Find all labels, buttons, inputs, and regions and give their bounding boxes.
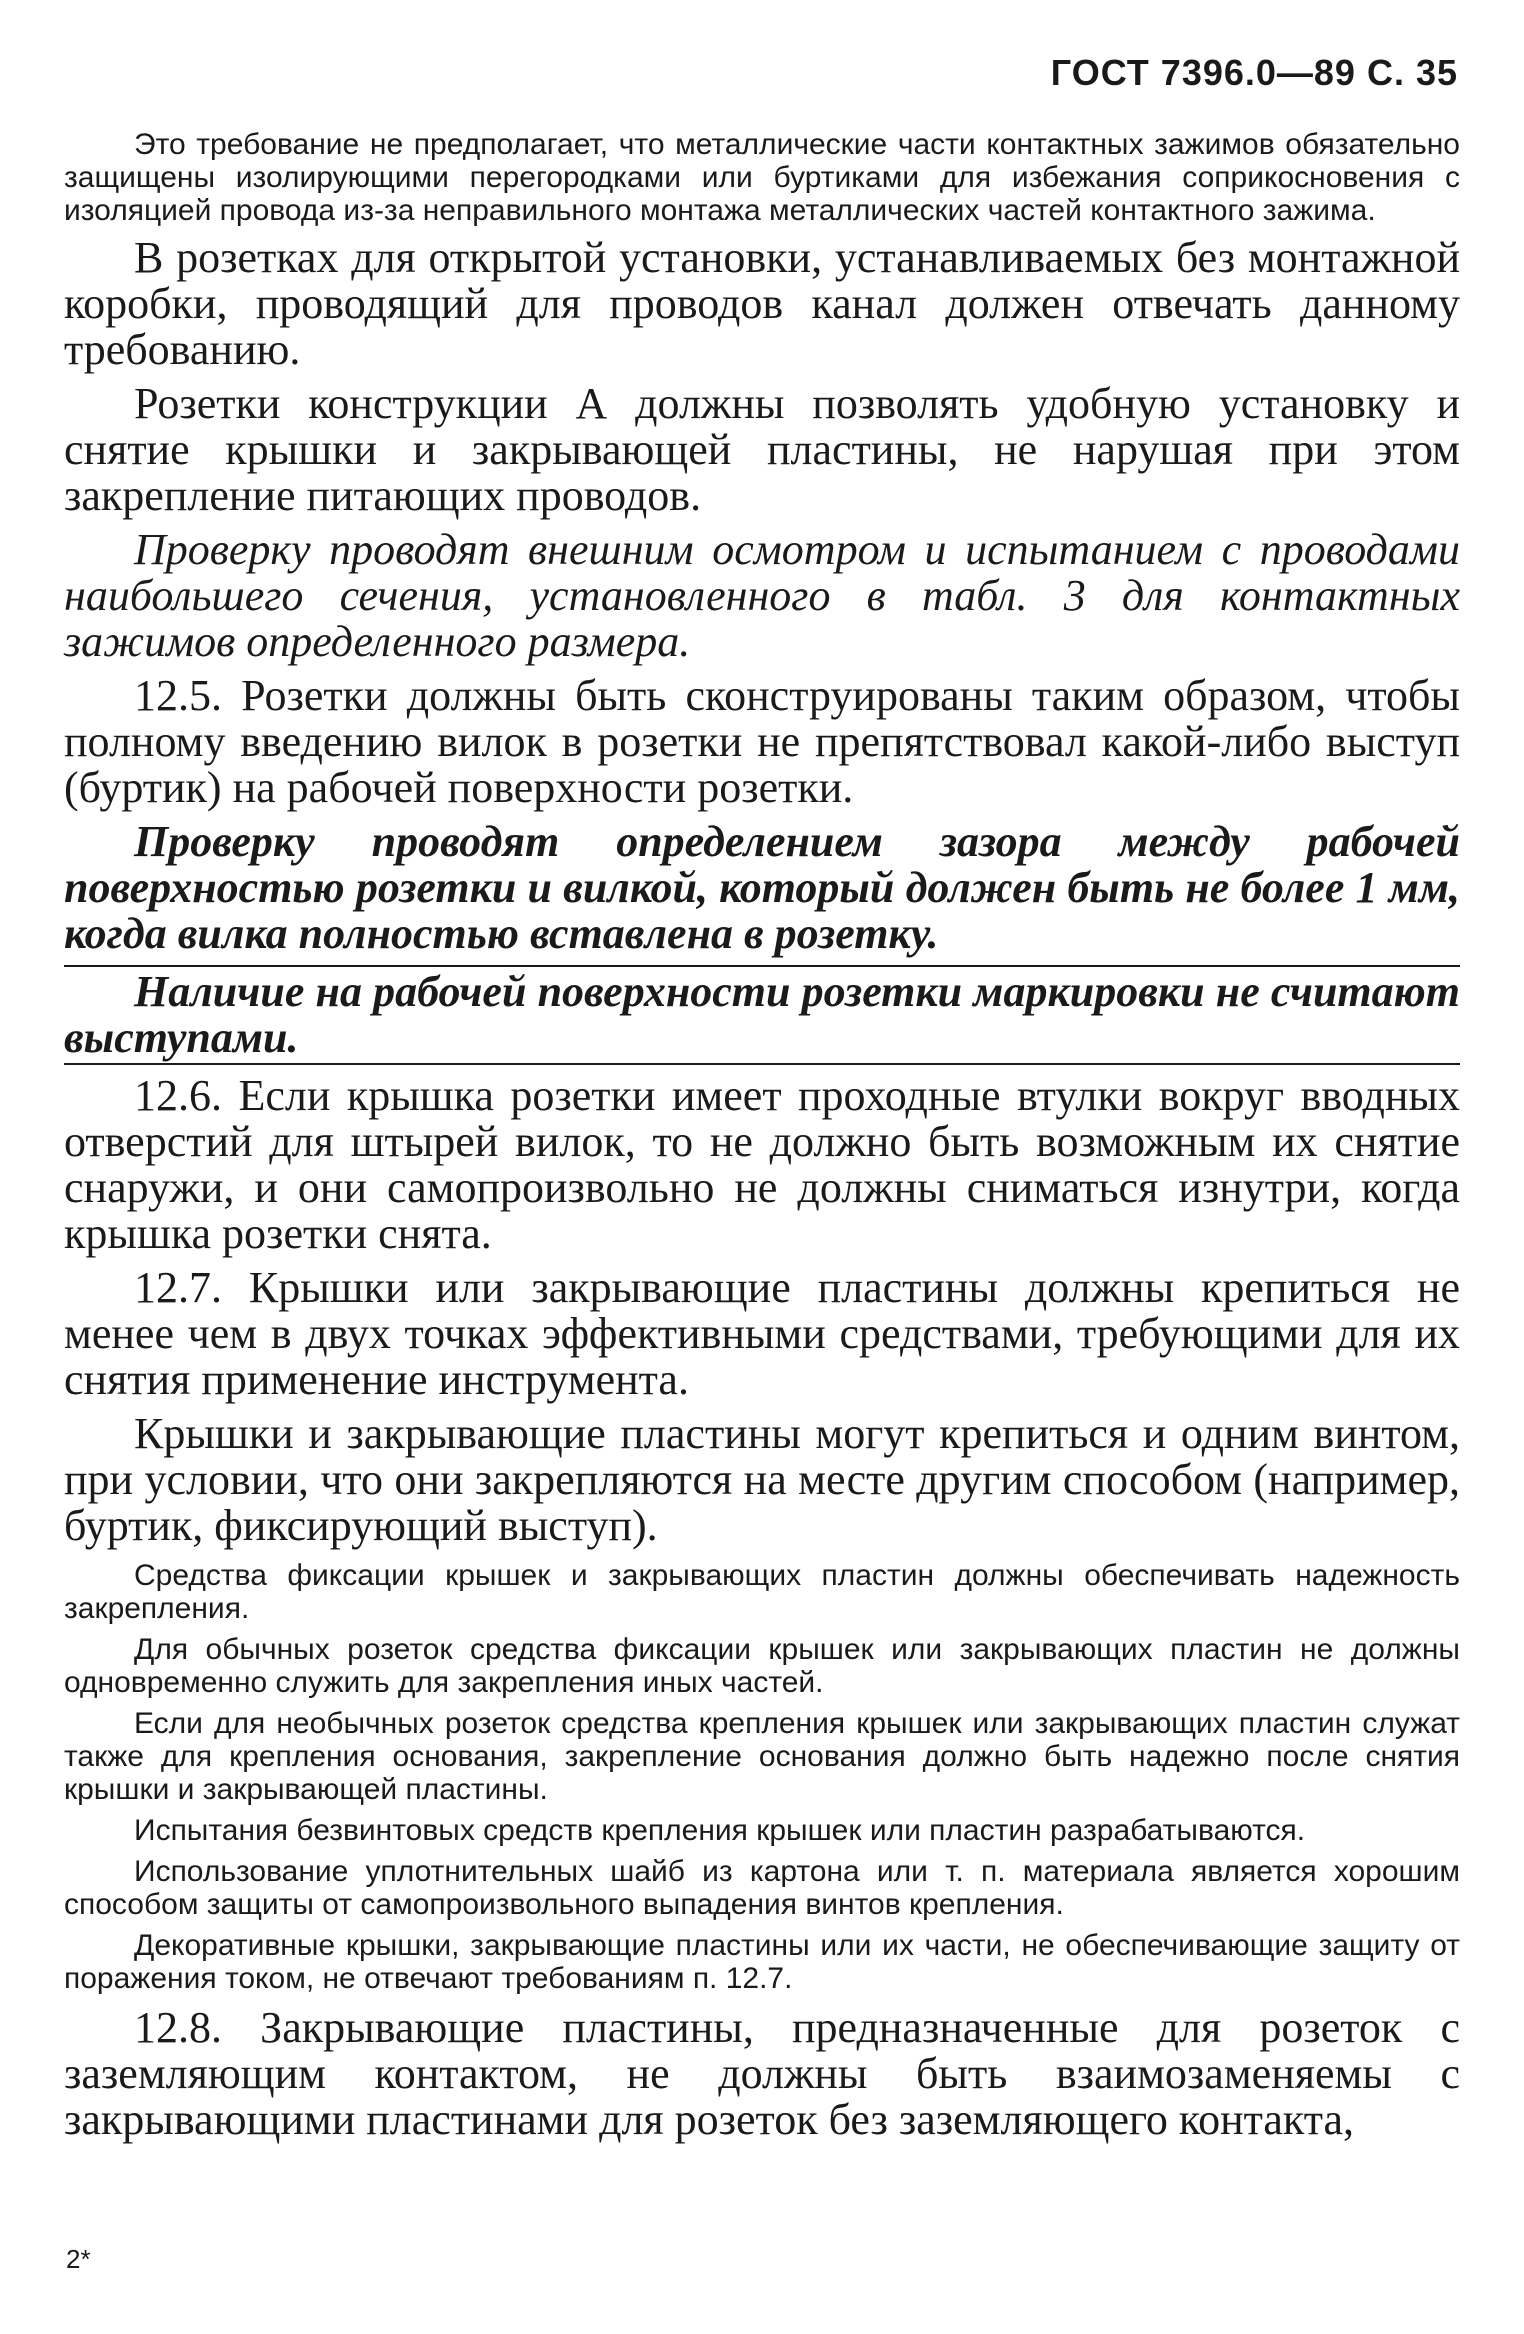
clause-12-5: 12.5. Розетки должны быть сконструированы таким образом, чтобы полному введению вилок в розетки не препятствовал какой-либо выступ (буртик) на рабочей поверхности розетки. bbox=[64, 671, 1460, 812]
note-paragraph: Это требование не предполагает, что металлические части контактных зажимов обязательно защищены изолирующими перегородками или буртиками для избежания соприкосновения с изоляцией провода из-за неправильного монтажа металлических частей контактного зажима. bbox=[64, 128, 1460, 227]
note-paragraph: Использование уплотнительных шайб из картона или т. п. материала является хорошим способом защиты от самопроизвольного выпадения винтов крепления. bbox=[64, 1855, 1460, 1921]
test-method-paragraph: Проверку проводят определением зазора между рабочей поверхностью розетки и вилкой, который должен быть не более 1 мм, когда вилка полностью вставлена в розетку. bbox=[64, 817, 1460, 958]
body-paragraph: Розетки конструкции А должны позволять удобную установку и снятие крышки и закрывающей пластины, не нарушая при этом закрепление питающих проводов. bbox=[64, 379, 1460, 520]
clause-12-8: 12.8. Закрывающие пластины, предназначенные для розеток с заземляющим контактом, не должны быть взаимозаменяемы с закрывающими пластинами для розеток без заземляющего контакта, bbox=[64, 2003, 1460, 2144]
page-header: ГОСТ 7396.0—89 С. 35 bbox=[1050, 52, 1458, 93]
note-paragraph: Для обычных розеток средства фиксации крышек или закрывающих пластин не должны одновременно служить для закрепления иных частей. bbox=[64, 1633, 1460, 1699]
clause-12-7: 12.7. Крышки или закрывающие пластины должны крепиться не менее чем в двух точках эффективными средствами, требующими для их снятия применение инструмента. bbox=[64, 1263, 1460, 1404]
clause-12-6: 12.6. Если крышка розетки имеет проходные втулки вокруг вводных отверстий для штырей вилок, то не должно быть возможным их снятие снаружи, и они самопроизвольно не должны сниматься изнутри, когда крышка розетки снята. bbox=[64, 1071, 1460, 1258]
note-paragraph: Декоративные крышки, закрывающие пластины или их части, не обеспечивающие защиту от поражения током, не отвечают требованиям п. 12.7. bbox=[64, 1929, 1460, 1995]
amendment-paragraph: Наличие на рабочей поверхности розетки маркировки не считают выступами. bbox=[64, 965, 1460, 1065]
note-paragraph: Испытания безвинтовых средств крепления крышек или пластин разрабатываются. bbox=[134, 1814, 1306, 1847]
page-signature-mark: 2* bbox=[66, 2244, 91, 2274]
body-paragraph: Крышки и закрывающие пластины могут крепиться и одним винтом, при условии, что они закрепляются на месте другим способом (например, буртик, фиксирующий выступ). bbox=[64, 1409, 1460, 1550]
body-paragraph: В розетках для открытой установки, устанавливаемых без монтажной коробки, проводящий для проводов канал должен отвечать данному требованию. bbox=[64, 233, 1460, 374]
test-method-paragraph: Проверку проводят внешним осмотром и испытанием с проводами наибольшего сечения, установленного в табл. 3 для контактных зажимов определенного размера. bbox=[64, 525, 1460, 666]
note-paragraph: Если для необычных розеток средства крепления крышек или закрывающих пластин служат также для крепления основания, закрепление основания должно быть надежно после снятия крышки и закрывающей пластины. bbox=[64, 1707, 1460, 1806]
document-body bbox=[64, 128, 1460, 2151]
note-paragraph: Средства фиксации крышек и закрывающих пластин должны обеспечивать надежность закрепления. bbox=[64, 1559, 1460, 1625]
